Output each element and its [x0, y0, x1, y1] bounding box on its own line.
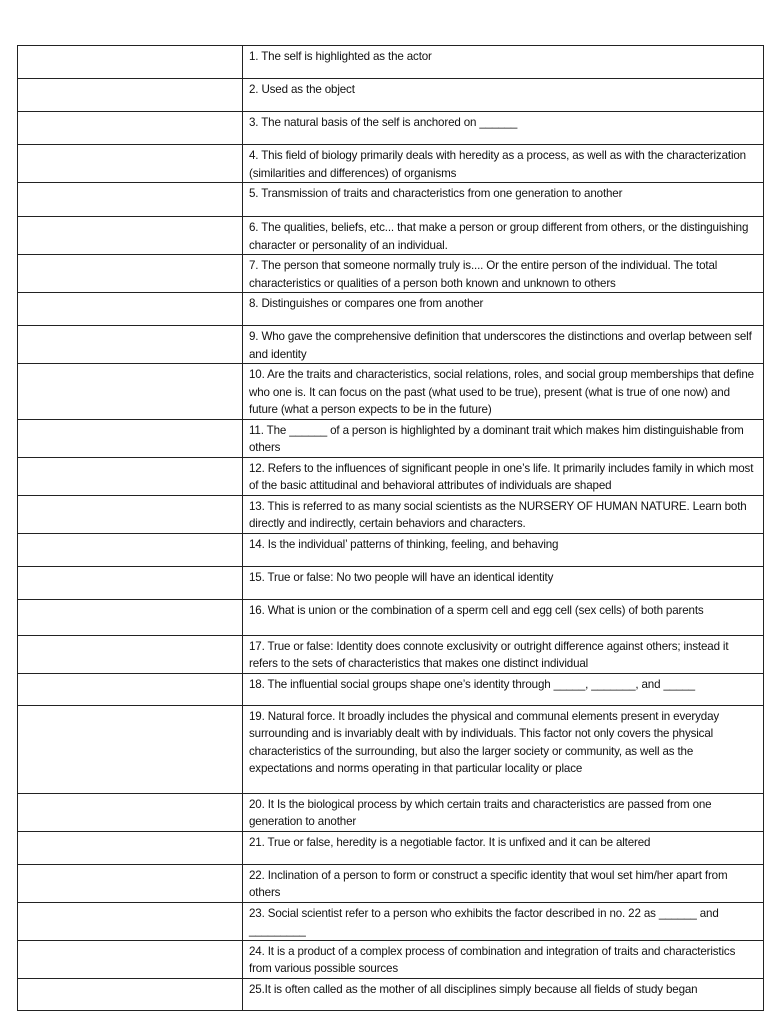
- table-row: [18, 978, 764, 1010]
- question-cell: 10. Are the traits and characteristics, social relations, roles, and social group memberships that define who one is. It can focus on the past (what used to be true), present (what is true of one now) and future (what a person expects to be in the future): [243, 364, 764, 420]
- table-row: [18, 364, 764, 420]
- table-row: [18, 533, 764, 566]
- question-cell: 25.It is often called as the mother of all disciplines simply because all fields of study began: [243, 978, 764, 1010]
- table-row: [18, 864, 764, 902]
- table-row: [18, 599, 764, 635]
- answer-cell[interactable]: [18, 793, 243, 831]
- answer-cell[interactable]: [18, 940, 243, 978]
- answer-cell[interactable]: [18, 457, 243, 495]
- answer-cell[interactable]: [18, 495, 243, 533]
- table-row: [18, 495, 764, 533]
- table-row: [18, 705, 764, 793]
- table-row: [18, 79, 764, 112]
- question-cell: 18. The influential social groups shape one’s identity through _____, _______, and _____: [243, 673, 764, 705]
- question-cell: 4. This field of biology primarily deals with heredity as a process, as well as with the characterization (similarities and differences) of organisms: [243, 145, 764, 183]
- question-cell: 5. Transmission of traits and characteristics from one generation to another: [243, 183, 764, 217]
- answer-cell[interactable]: [18, 902, 243, 940]
- table-row: [18, 902, 764, 940]
- table-row: [18, 566, 764, 599]
- question-cell: 22. Inclination of a person to form or construct a specific identity that woul set him/her apart from others: [243, 864, 764, 902]
- table-row: [18, 293, 764, 326]
- answer-cell[interactable]: [18, 673, 243, 705]
- question-cell: 12. Refers to the influences of significant people in one’s life. It primarily includes family in which most of the basic attitudinal and behavioral attributes of individuals are shaped: [243, 457, 764, 495]
- answer-cell[interactable]: [18, 635, 243, 673]
- question-cell: 9. Who gave the comprehensive definition that underscores the distinctions and overlap between self and identity: [243, 326, 764, 364]
- question-cell: 19. Natural force. It broadly includes the physical and communal elements present in everyday surrounding and is invariably dealt with by individuals. This factor not only covers the physical characteristics of the surrounding, but also the larger society or community, as well as the expectations and norms operating in that particular locality or place: [243, 705, 764, 793]
- question-cell: 13. This is referred to as many social scientists as the NURSERY OF HUMAN NATURE. Learn both directly and indirectly, certain behaviors and characters.: [243, 495, 764, 533]
- question-cell: 17. True or false: Identity does connote exclusivity or outright difference against others; instead it refers to the sets of characteristics that makes one distinct individual: [243, 635, 764, 673]
- question-cell: 24. It is a product of a complex process of combination and integration of traits and characteristics from various possible sources: [243, 940, 764, 978]
- question-cell: 15. True or false: No two people will have an identical identity: [243, 566, 764, 599]
- answer-cell[interactable]: [18, 864, 243, 902]
- table-row: [18, 112, 764, 145]
- answer-cell[interactable]: [18, 831, 243, 864]
- question-cell: 7. The person that someone normally truly is.... Or the entire person of the individual. The total characteristics or qualities of a person both known and unknown to others: [243, 255, 764, 293]
- question-cell: 3. The natural basis of the self is anchored on ______: [243, 112, 764, 145]
- answer-cell[interactable]: [18, 705, 243, 793]
- question-cell: 14. Is the individual’ patterns of thinking, feeling, and behaving: [243, 533, 764, 566]
- answer-cell[interactable]: [18, 978, 243, 1010]
- answer-cell[interactable]: [18, 79, 243, 112]
- table-row: [18, 940, 764, 978]
- question-cell: 11. The ______ of a person is highlighted by a dominant trait which makes him distinguishable from others: [243, 419, 764, 457]
- worksheet-rows: [18, 46, 764, 1011]
- question-cell: 6. The qualities, beliefs, etc... that make a person or group different from others, or the distinguishing character or personality of an individual.: [243, 217, 764, 255]
- answer-cell[interactable]: [18, 566, 243, 599]
- table-row: [18, 673, 764, 705]
- answer-cell[interactable]: [18, 364, 243, 420]
- answer-cell[interactable]: [18, 217, 243, 255]
- answer-cell[interactable]: [18, 255, 243, 293]
- table-row: [18, 145, 764, 183]
- worksheet-table: [17, 45, 764, 1011]
- answer-cell[interactable]: [18, 293, 243, 326]
- question-cell: 20. It Is the biological process by which certain traits and characteristics are passed from one generation to another: [243, 793, 764, 831]
- question-cell: 21. True or false, heredity is a negotiable factor. It is unfixed and it can be altered: [243, 831, 764, 864]
- answer-cell[interactable]: [18, 419, 243, 457]
- table-row: [18, 46, 764, 79]
- table-row: [18, 793, 764, 831]
- table-row: [18, 457, 764, 495]
- answer-cell[interactable]: [18, 599, 243, 635]
- table-row: [18, 831, 764, 864]
- answer-cell[interactable]: [18, 326, 243, 364]
- table-row: [18, 255, 764, 293]
- question-cell: 1. The self is highlighted as the actor: [243, 46, 764, 79]
- question-cell: 23. Social scientist refer to a person who exhibits the factor described in no. 22 as ______ and _________: [243, 902, 764, 940]
- table-row: [18, 419, 764, 457]
- table-row: [18, 183, 764, 217]
- answer-cell[interactable]: [18, 46, 243, 79]
- answer-cell[interactable]: [18, 183, 243, 217]
- table-row: [18, 217, 764, 255]
- question-cell: 16. What is union or the combination of a sperm cell and egg cell (sex cells) of both parents: [243, 599, 764, 635]
- question-cell: 2. Used as the object: [243, 79, 764, 112]
- answer-cell[interactable]: [18, 145, 243, 183]
- answer-cell[interactable]: [18, 112, 243, 145]
- table-row: [18, 635, 764, 673]
- question-cell: 8. Distinguishes or compares one from another: [243, 293, 764, 326]
- table-row: [18, 326, 764, 364]
- answer-cell[interactable]: [18, 533, 243, 566]
